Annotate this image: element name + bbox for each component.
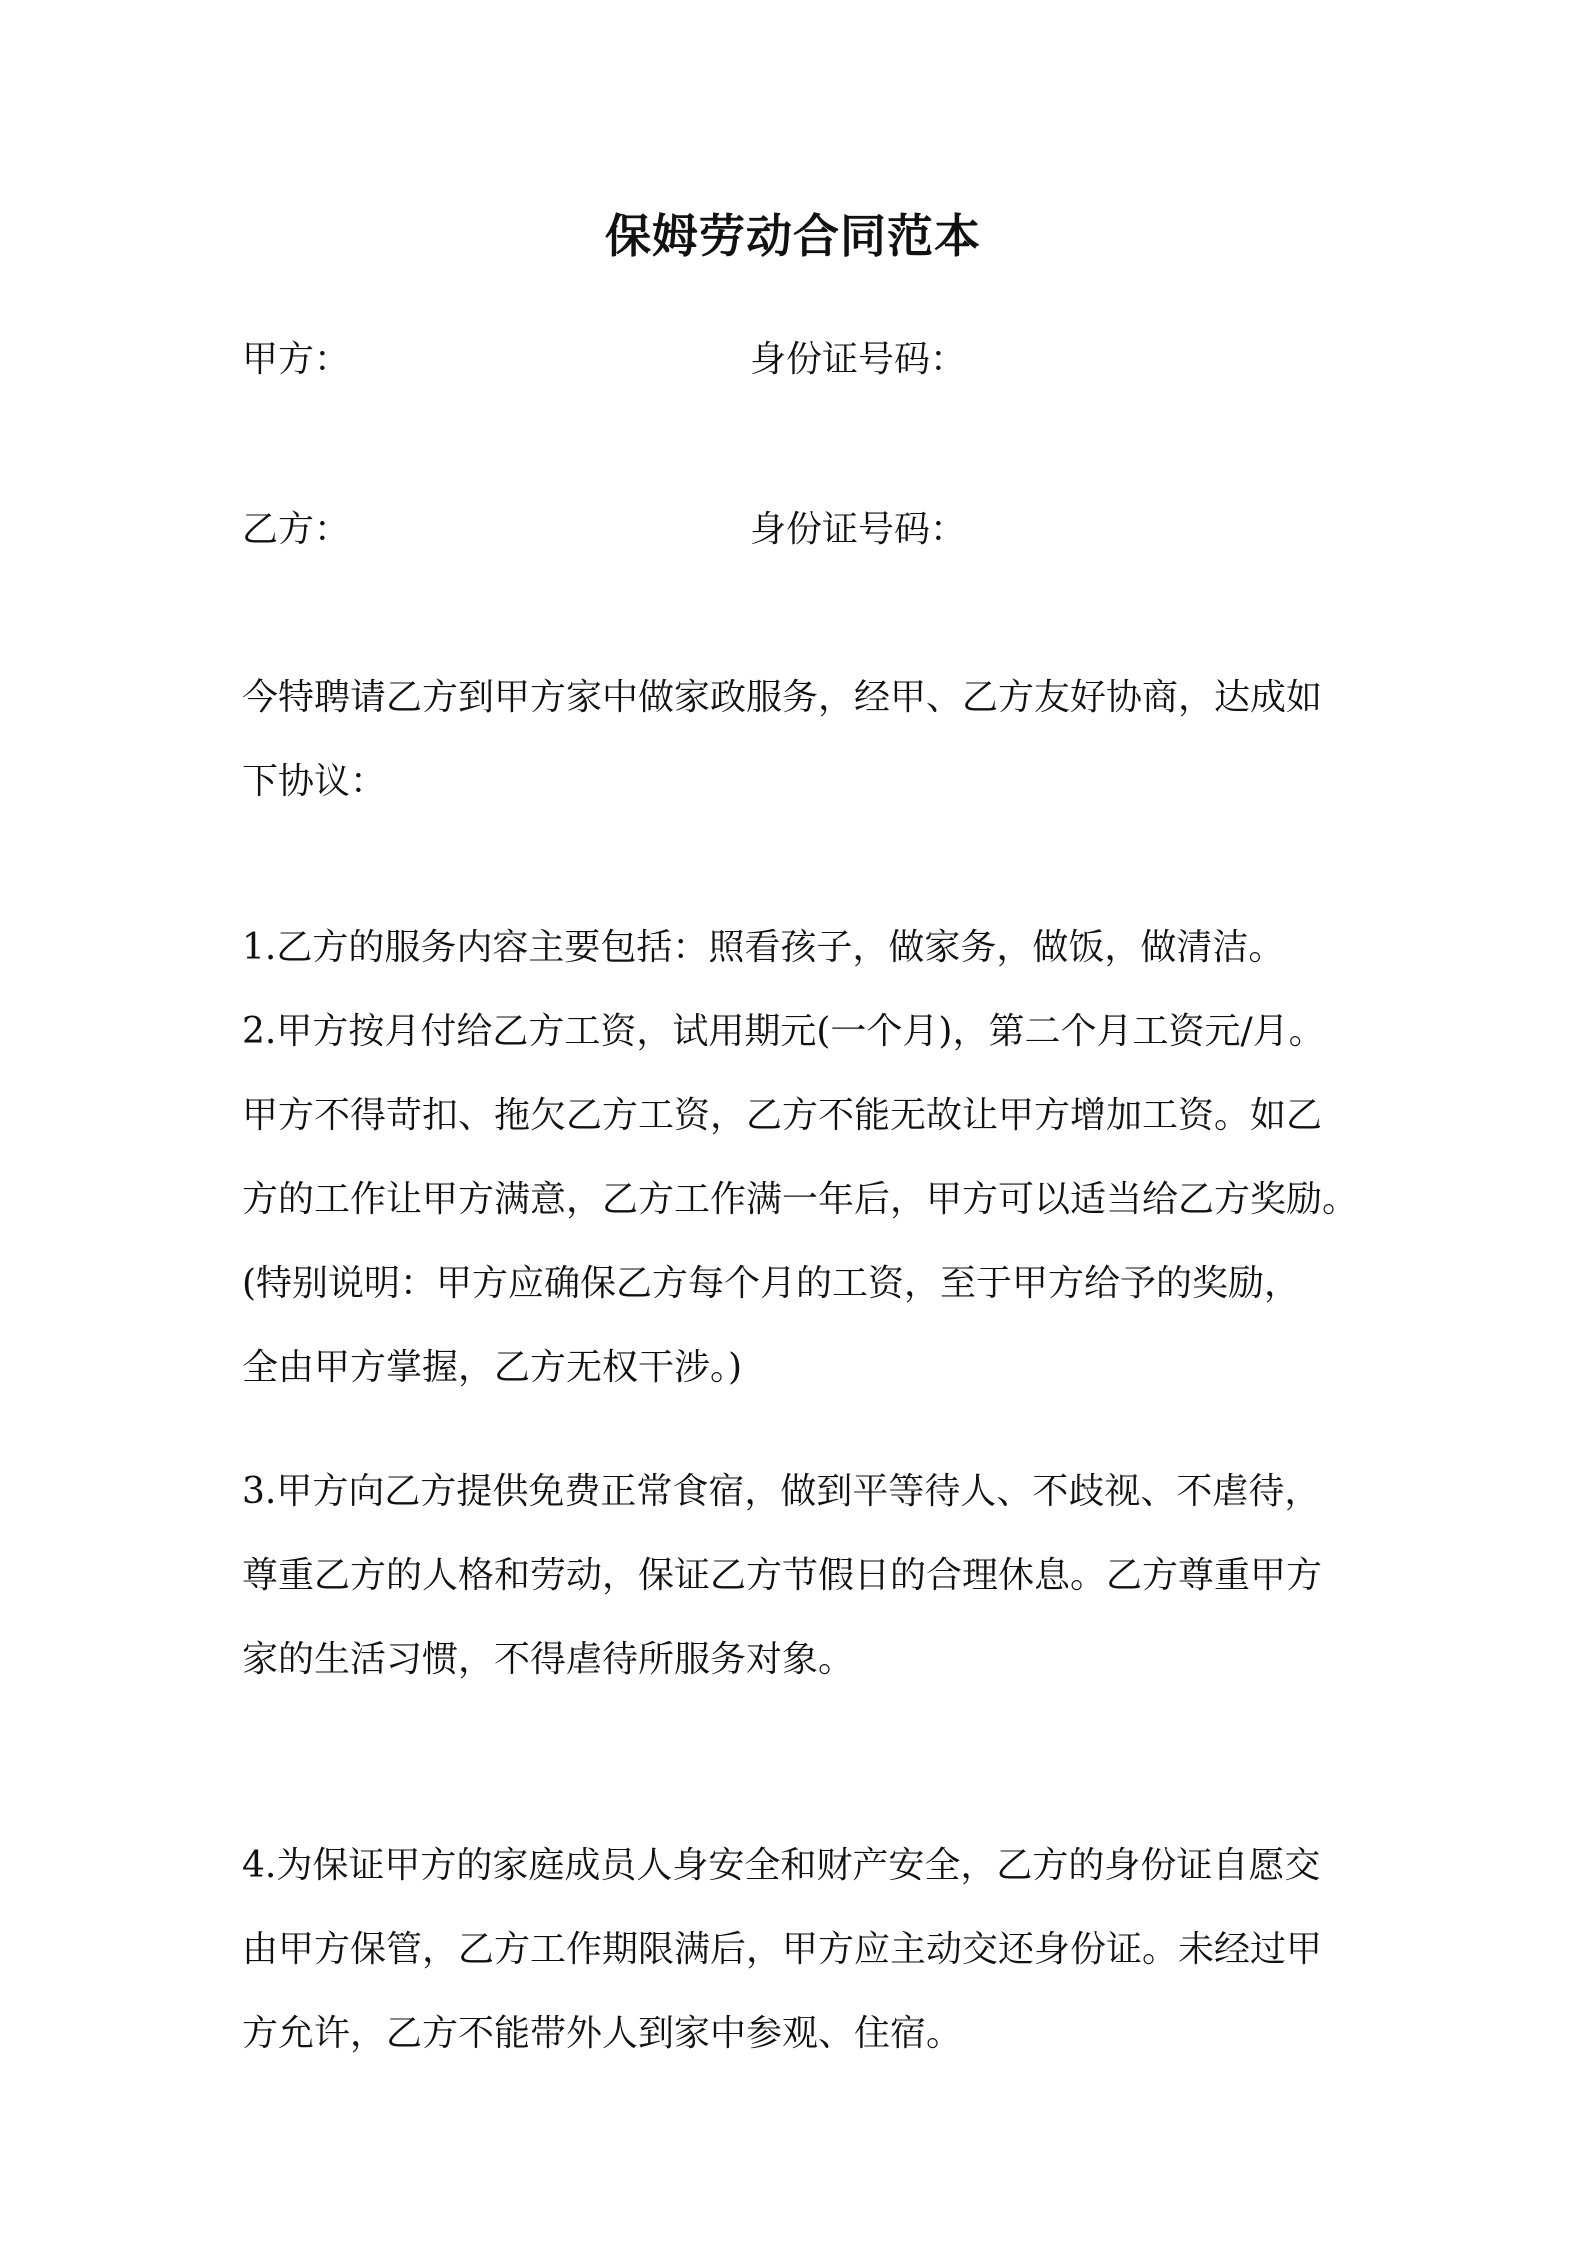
- party-b-label: 乙方：: [242, 509, 351, 550]
- paragraph-line: 今特聘请乙方到甲方家中做家政服务，经甲、乙方友好协商，达成如: [242, 677, 1323, 718]
- paragraph-line: 3.甲方向乙方提供免费正常食宿，做到平等待人、不歧视、不虐待，: [242, 1471, 1321, 1512]
- paragraph-line: 4.为保证甲方的家庭成员人身安全和财产安全，乙方的身份证自愿交: [242, 1845, 1321, 1886]
- party-a-row: [242, 330, 1362, 390]
- party-b-id-label: 身份证号码：: [750, 509, 967, 550]
- paragraph-line: 1.乙方的服务内容主要包括：照看孩子，做家务，做饭，做清洁。: [242, 927, 1285, 968]
- party-a-id-label: 身份证号码：: [750, 339, 967, 380]
- paragraph-line: 尊重乙方的人格和劳动，保证乙方节假日的合理休息。乙方尊重甲方: [242, 1555, 1323, 1596]
- clause-3: [242, 1450, 1377, 1702]
- clause-1-2: [242, 906, 1377, 1410]
- clause-4: [242, 1824, 1377, 2076]
- party-a-label: 甲方：: [242, 339, 351, 380]
- paragraph-line: 2.甲方按月付给乙方工资，试用期元(一个月)，第二个月工资元/月。: [242, 1011, 1325, 1052]
- party-b-row: [242, 500, 1362, 560]
- intro-paragraph: [242, 656, 1377, 824]
- paragraph-line: 下协议：: [242, 761, 387, 802]
- paragraph-line: 由甲方保管，乙方工作期限满后，甲方应主动交还身份证。未经过甲: [242, 1929, 1323, 1970]
- paragraph-line: 甲方不得苛扣、拖欠乙方工资，乙方不能无故让甲方增加工资。如乙: [242, 1095, 1323, 1136]
- paragraph-line: 全由甲方掌握，乙方无权干涉。): [242, 1347, 743, 1388]
- document-title: 保姆劳动合同范本: [605, 209, 981, 263]
- paragraph-line: 方的工作让甲方满意，乙方工作满一年后，甲方可以适当给乙方奖励。: [242, 1179, 1359, 1220]
- paragraph-line: (特别说明：甲方应确保乙方每个月的工资，至于甲方给予的奖励，: [242, 1263, 1301, 1304]
- paragraph-line: 家的生活习惯，不得虐待所服务对象。: [242, 1639, 855, 1680]
- paragraph-line: 方允许，乙方不能带外人到家中参观、住宿。: [242, 2013, 963, 2054]
